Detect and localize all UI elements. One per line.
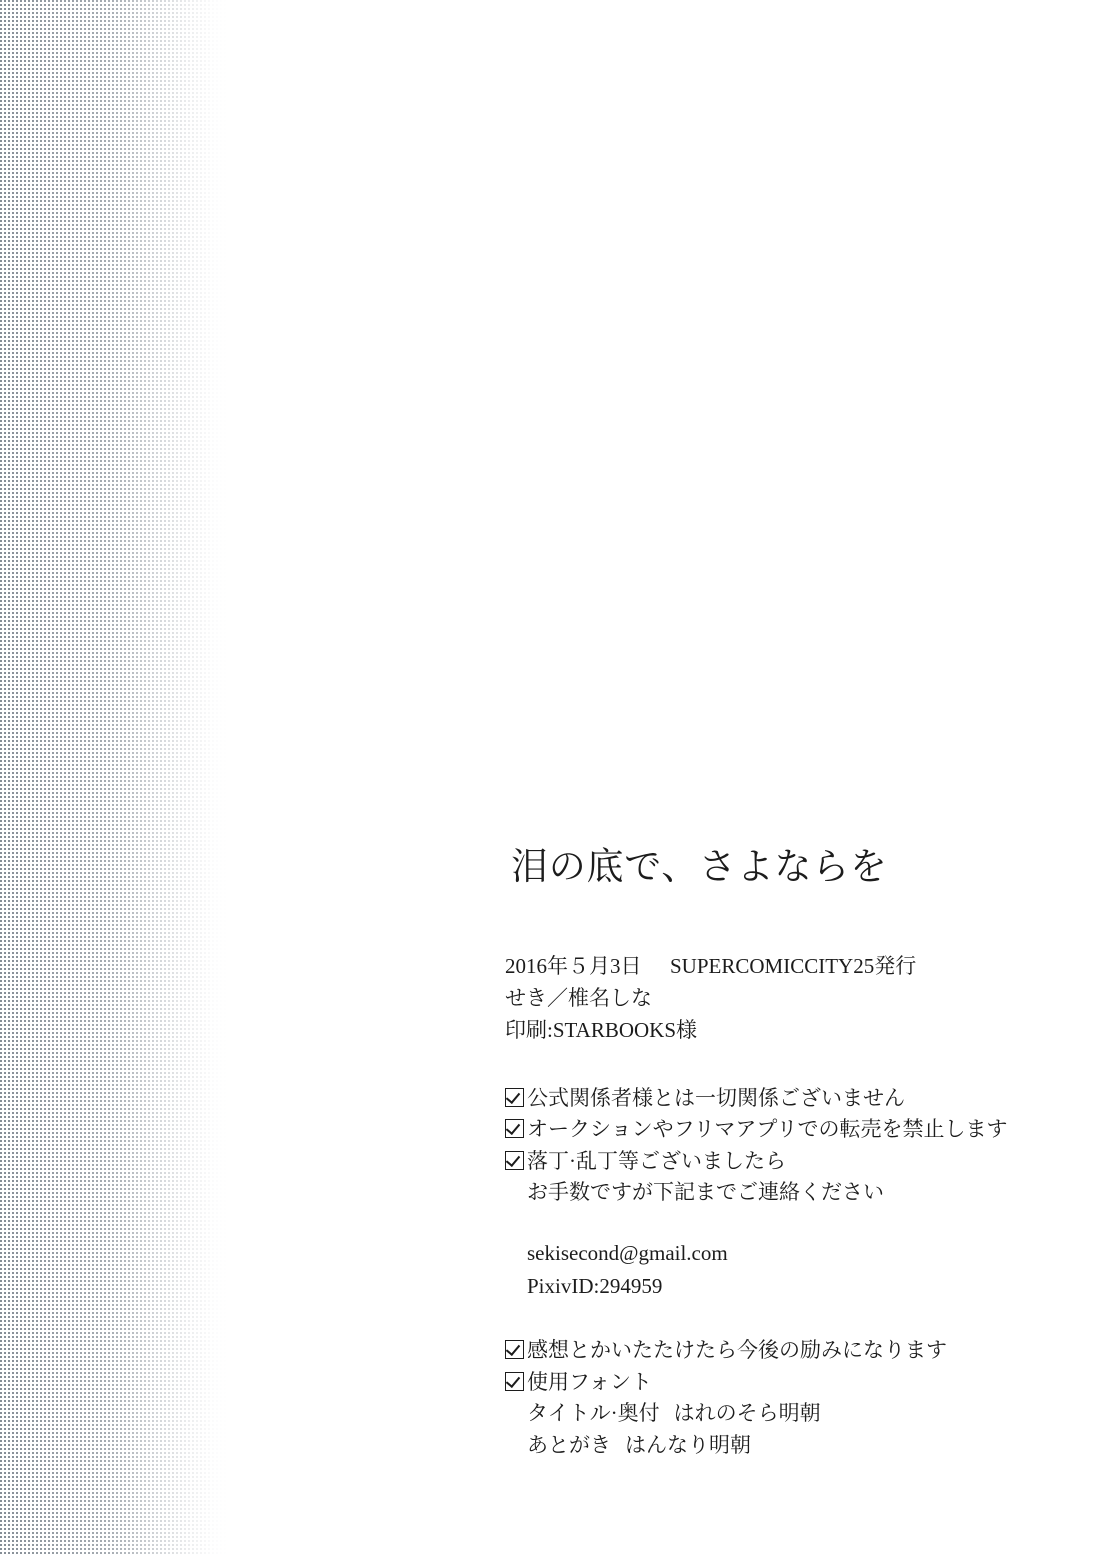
page-title: 泪の底で、さよならを [511, 847, 888, 888]
notice-text: オークションやフリマアプリでの転売を禁止します [527, 1117, 1008, 1142]
font-afterword-label: あとがき [527, 1432, 611, 1457]
checkbox-icon [505, 1372, 524, 1391]
printer-line: 印刷:STARBOOKS様 [505, 1018, 698, 1043]
notice-item [505, 1146, 1065, 1178]
publication-info [505, 951, 1065, 1047]
publication-date-line [505, 951, 1065, 983]
font-afterword-line [505, 1430, 1065, 1462]
notice-list [505, 1083, 1065, 1209]
notice-text: 落丁·乱丁等ございましたら [527, 1148, 786, 1173]
publication-date: 2016年５月3日 [505, 954, 642, 979]
notice-text: 公式関係者様とは一切関係ございません [527, 1085, 905, 1110]
contact-pixiv-id[interactable]: PixivID:294959 [527, 1274, 663, 1299]
checkbox-icon [505, 1151, 524, 1170]
checkbox-icon [505, 1119, 524, 1138]
contact-email[interactable]: sekisecond@gmail.com [527, 1240, 728, 1265]
notice-item [505, 1083, 1065, 1115]
feedback-text: 感想とかいたたけたら今後の励みになります [527, 1338, 947, 1363]
notice-continuation-line [505, 1177, 1065, 1209]
publication-event: SUPERCOMICCITY25発行 [670, 954, 917, 979]
halftone-decoration [0, 0, 232, 1554]
checkbox-icon [505, 1088, 524, 1107]
checkbox-icon [505, 1340, 524, 1359]
notice-item [505, 1114, 1065, 1146]
font-title-value: はれのそら明朝 [673, 1401, 821, 1426]
font-title-label: タイトル·奥付 [527, 1401, 660, 1426]
author-line: せき／椎名しな [505, 986, 652, 1011]
colophon-block [505, 845, 1065, 1461]
font-credits [505, 1335, 1065, 1461]
feedback-item [505, 1335, 1065, 1367]
notice-continuation-text: お手数ですが下記までご連絡ください [527, 1180, 884, 1205]
contact-info [527, 1237, 1065, 1303]
font-afterword-value: はんなり明朝 [625, 1432, 751, 1457]
font-title-line [505, 1398, 1065, 1430]
font-heading-item [505, 1367, 1065, 1399]
font-heading-text: 使用フォント [527, 1369, 652, 1394]
